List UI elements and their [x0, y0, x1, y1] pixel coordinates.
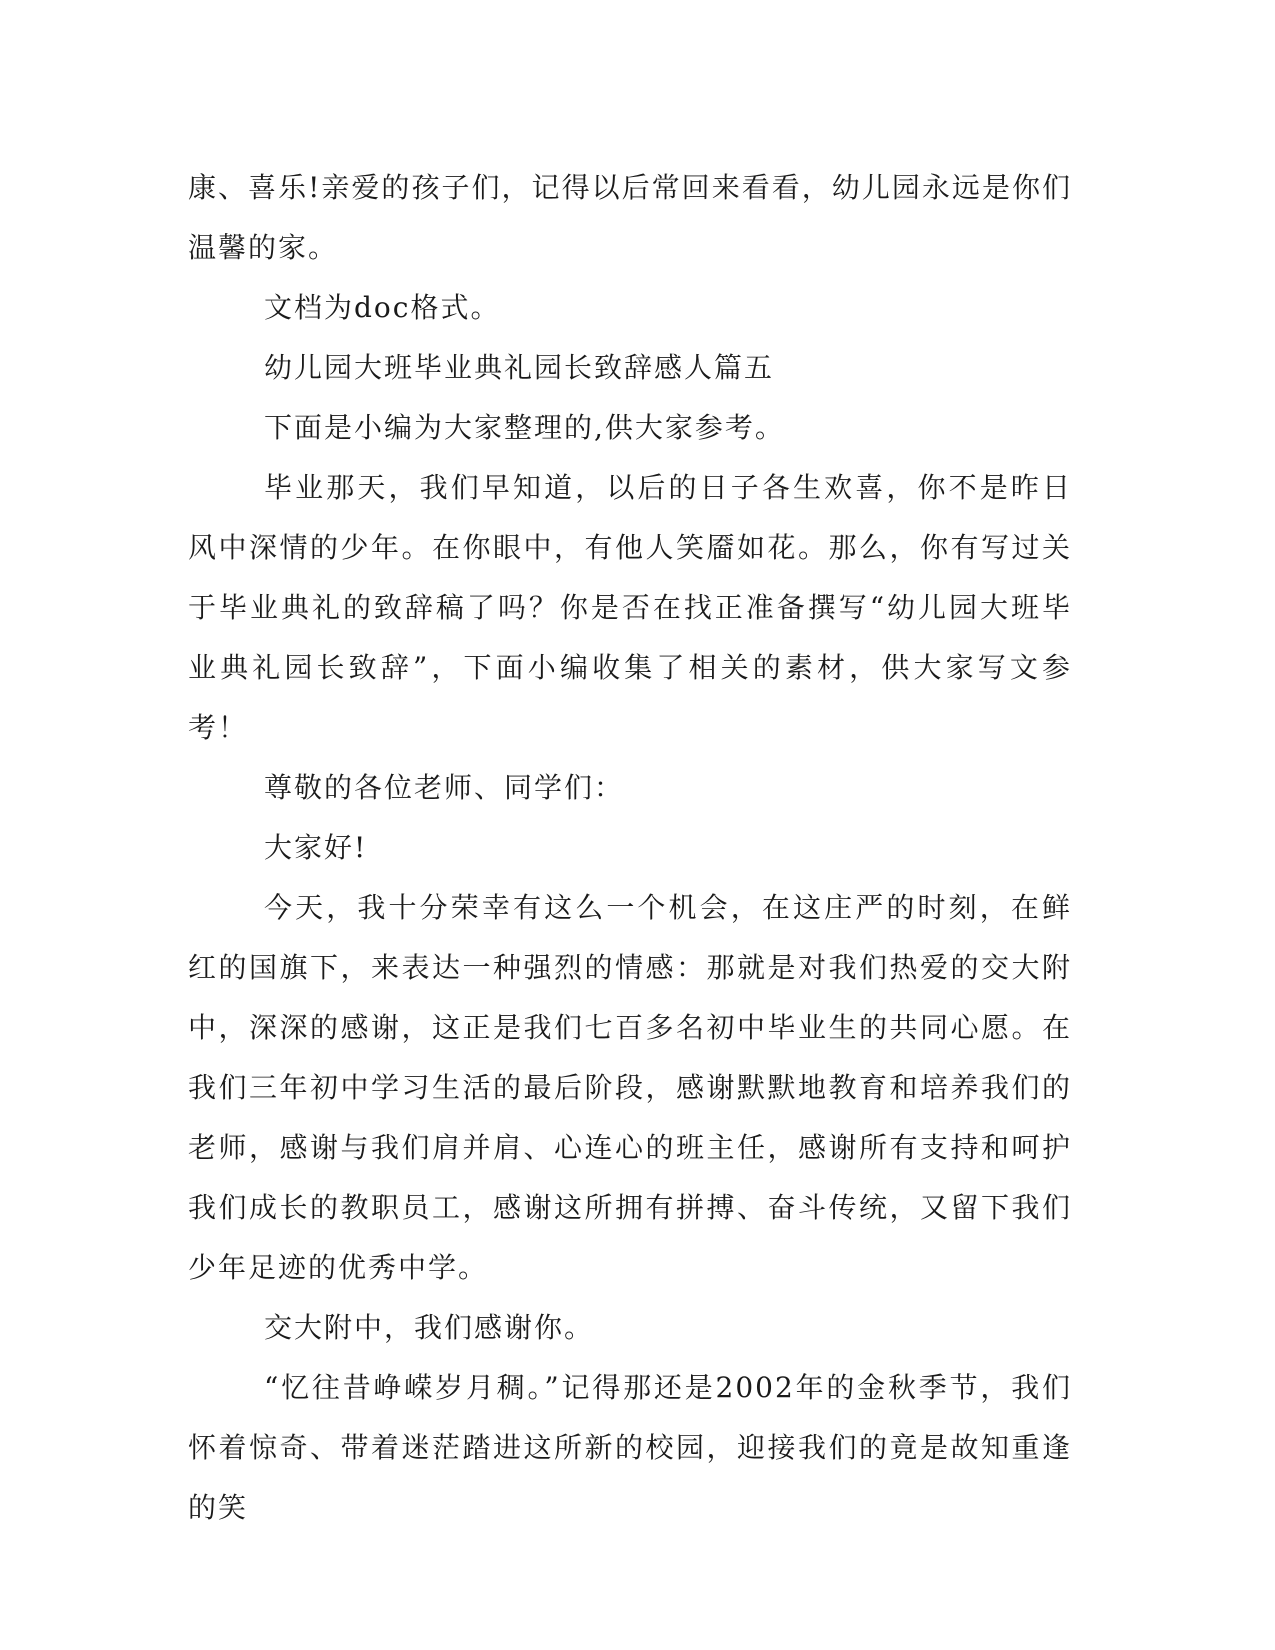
paragraph-salutation: 尊敬的各位老师、同学们： — [264, 771, 625, 804]
document-body — [188, 158, 1072, 1538]
paragraph-preface: 毕业那天，我们早知道，以后的日子各生欢喜，你不是昨日风中深情的少年。在你眼中，有他人笑靥如花。那么，你有写过关于毕业典礼的致辞稿了吗？你是否在找正准备撰写“幼儿园大班毕业典礼园长致辞”，下面小编收集了相关的素材，供大家写文参考！ — [188, 471, 1072, 744]
paragraph-format-note: 文档为doc格式。 — [264, 291, 501, 324]
paragraph-memory: “忆往昔峥嵘岁月稠。”记得那还是2002年的金秋季节，我们怀着惊奇、带着迷茫踏进这所新的校园，迎接我们的竟是故知重逢的笑 — [188, 1371, 1072, 1524]
paragraph-intro: 下面是小编为大家整理的,供大家参考。 — [264, 411, 785, 444]
paragraph-greeting: 大家好! — [264, 831, 368, 864]
paragraph-thanks: 交大附中，我们感谢你。 — [264, 1311, 595, 1344]
paragraph-continuation: 康、喜乐!亲爱的孩子们，记得以后常回来看看，幼儿园永远是你们温馨的家。 — [188, 171, 1072, 264]
section-heading: 幼儿园大班毕业典礼园长致辞感人篇五 — [264, 351, 775, 384]
paragraph-speech-body: 今天，我十分荣幸有这么一个机会，在这庄严的时刻，在鲜红的国旗下，来表达一种强烈的情感：那就是对我们热爱的交大附中，深深的感谢，这正是我们七百多名初中毕业生的共同心愿。在我们三年初中学习生活的最后阶段，感谢默默地教育和培养我们的老师，感谢与我们肩并肩、心连心的班主任，感谢所有支持和呵护我们成长的教职员工，感谢这所拥有拼搏、奋斗传统，又留下我们少年足迹的优秀中学。 — [188, 891, 1072, 1284]
